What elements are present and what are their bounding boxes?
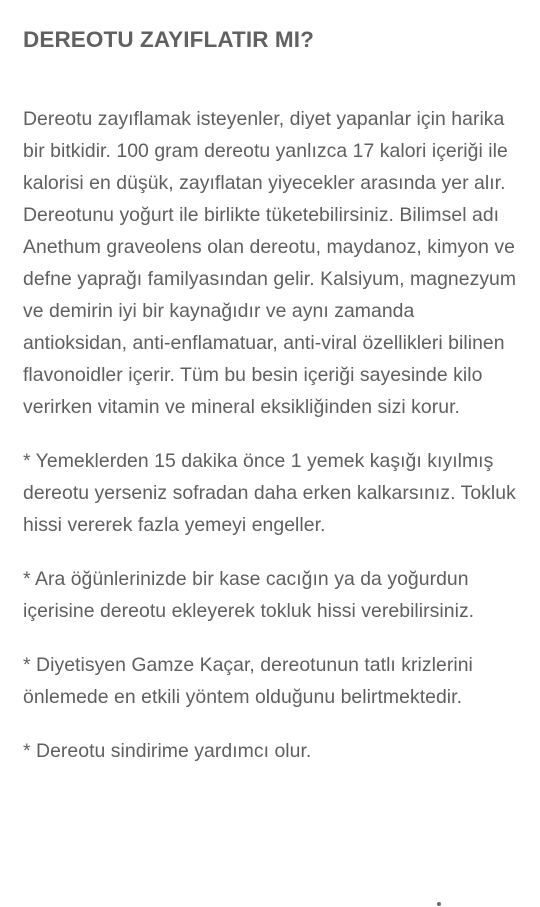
article-title: DEREOTU ZAYIFLATIR MI? bbox=[23, 27, 314, 52]
article-paragraph-tip-4: * Dereotu sindirime yardımcı olur. bbox=[23, 740, 312, 762]
article-paragraph-tip-2: * Ara öğünlerinizde bir kase cacığın ya da yoğurdun içerisine dereotu ekleyerek tokluk hissi verebilirsiniz. bbox=[23, 568, 475, 622]
article-paragraph-tip-1: * Yemeklerden 15 dakika önce 1 yemek kaşığı kıyılmış dereotu yerseniz sofradan daha erken kalkarsınız. Tokluk hissi vererek fazla yemeyi engeller. bbox=[23, 450, 516, 536]
article-paragraph-intro: Dereotu zayıflamak isteyenler, diyet yapanlar için harika bir bitkidir. 100 gram dereotu yanlızca 17 kalori içeriği ile kalorisi en düşük, zayıflatan yiyecekler arasında yer alır. Dereotunu yoğurt ile birlikte tüketebilirsiniz. Bilimsel adı Anethum graveolens olan dereotu, maydanoz, kimyon ve defne yaprağı familyasından gelir. Kalsiyum, magnezyum ve demirin iyi bir kaynağıdır ve aynı zamanda antioksidan, anti-enflamatuar, anti-viral özellikleri bilinen flavonoidler içerir. Tüm bu besin içeriği sayesinde kilo verirken vitamin ve mineral eksikliğinden sizi korur. bbox=[23, 108, 517, 418]
article-paragraph-tip-3: * Diyetisyen Gamze Kaçar, dereotunun tatlı krizlerini önlemede en etkili yöntem olduğunu belirtmektedir. bbox=[23, 654, 473, 708]
article bbox=[23, 0, 523, 767]
scroll-indicator-dot bbox=[437, 902, 441, 906]
